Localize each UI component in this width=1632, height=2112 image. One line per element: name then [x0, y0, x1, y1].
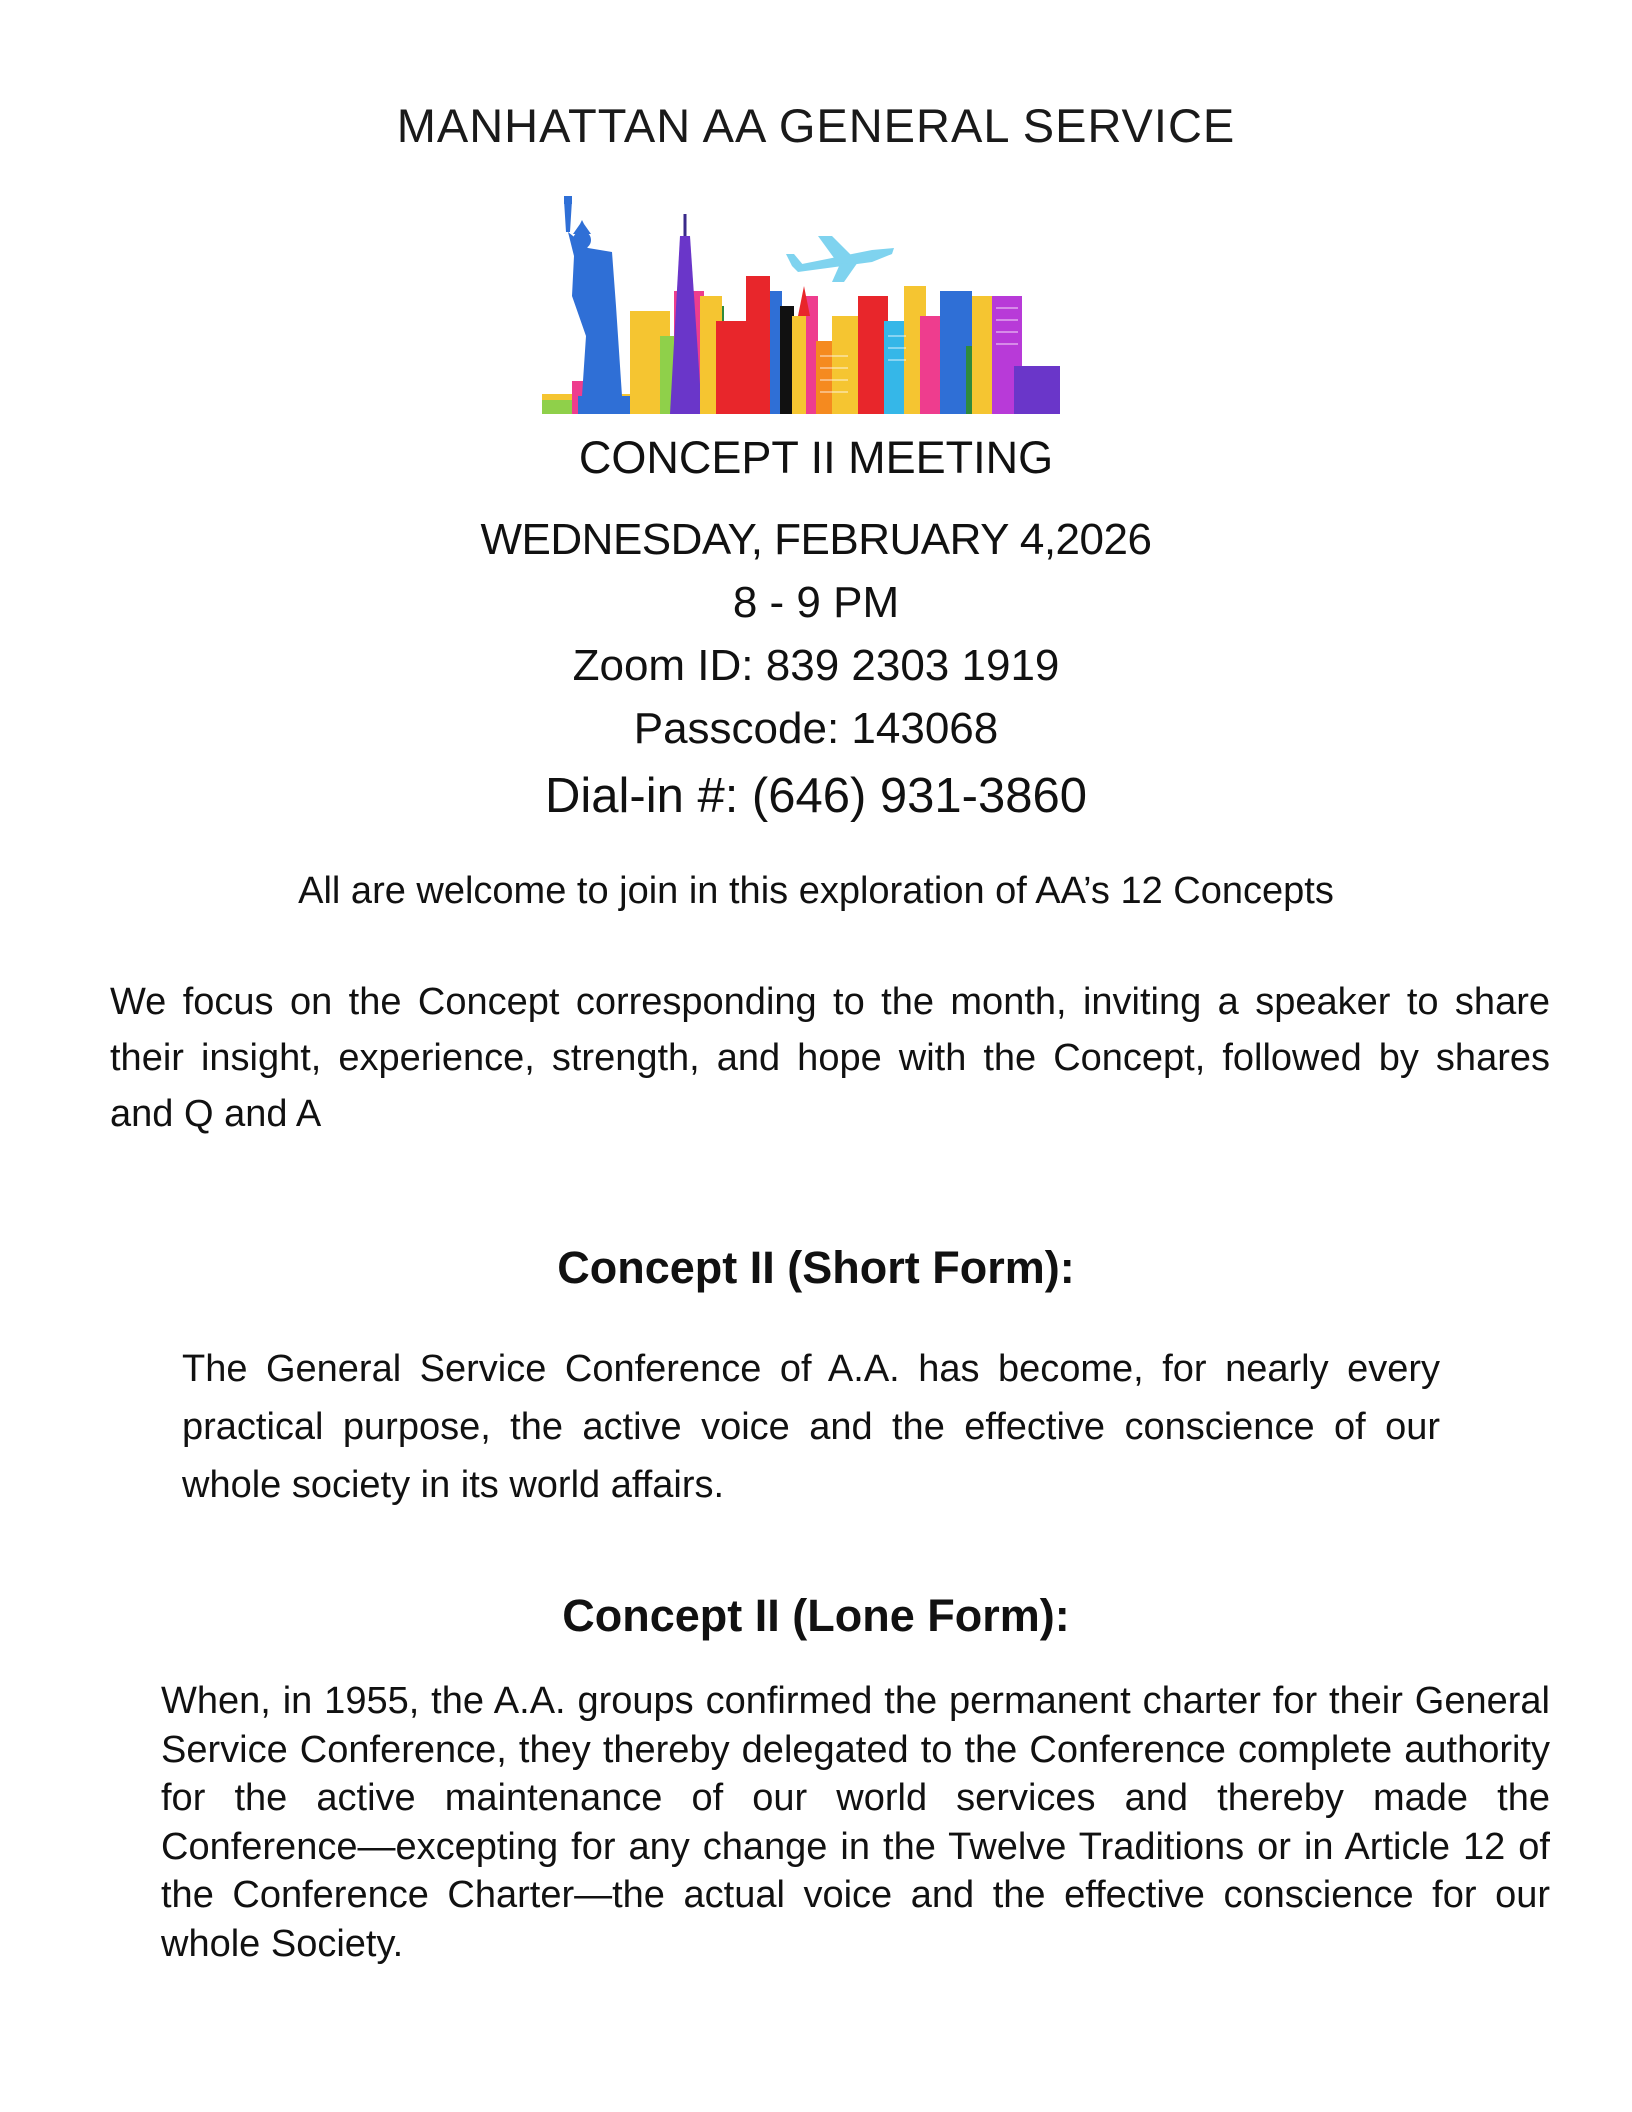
skyline-logo [542, 196, 1064, 414]
building [746, 276, 770, 414]
intro-paragraph: We focus on the Concept corresponding to the month, inviting a speaker to share their insight, experience, strength, and hope with the Concept, followed by shares and Q and A [110, 981, 1550, 1135]
short-form-text: The General Service Conference of A.A. has become, for nearly every practical purpose, the active voice and the effective conscience of our whole society in its world affairs. [182, 1348, 1440, 1506]
dial-in-number: Dial-in #: (646) 931-3860 [544, 769, 1088, 823]
building [1014, 366, 1060, 414]
meeting-date: WEDNESDAY, FEBRUARY 4,2026 [480, 515, 1152, 564]
building [716, 321, 750, 414]
welcome-text: All are welcome to join in this exploration of AA’s 12 Concepts [298, 870, 1334, 912]
long-form-text: When, in 1955, the A.A. groups confirmed the permanent charter for their General Service Conference, they thereby delegated to the Conference complete authority for the active maintenance of our world services and thereby made the Conference—excepting for any change in the Twelve Traditions or in Article 12 of the Conference Charter—the actual voice and the effective conscience for our whole Society. [161, 1680, 1550, 1965]
building [858, 296, 888, 414]
building [832, 316, 860, 414]
building [780, 306, 794, 414]
passcode: Passcode: 143068 [633, 704, 999, 753]
meeting-time: 8 - 9 PM [732, 578, 900, 627]
org-title: MANHATTAN AA GENERAL SERVICE [396, 99, 1236, 152]
zoom-id: Zoom ID: 839 2303 1919 [572, 641, 1060, 690]
meeting-title: CONCEPT II MEETING [578, 432, 1054, 483]
long-form-heading: Concept II (Lone Form): [562, 1590, 1070, 1641]
airplane-icon [786, 236, 894, 282]
short-form-heading: Concept II (Short Form): [557, 1242, 1075, 1293]
